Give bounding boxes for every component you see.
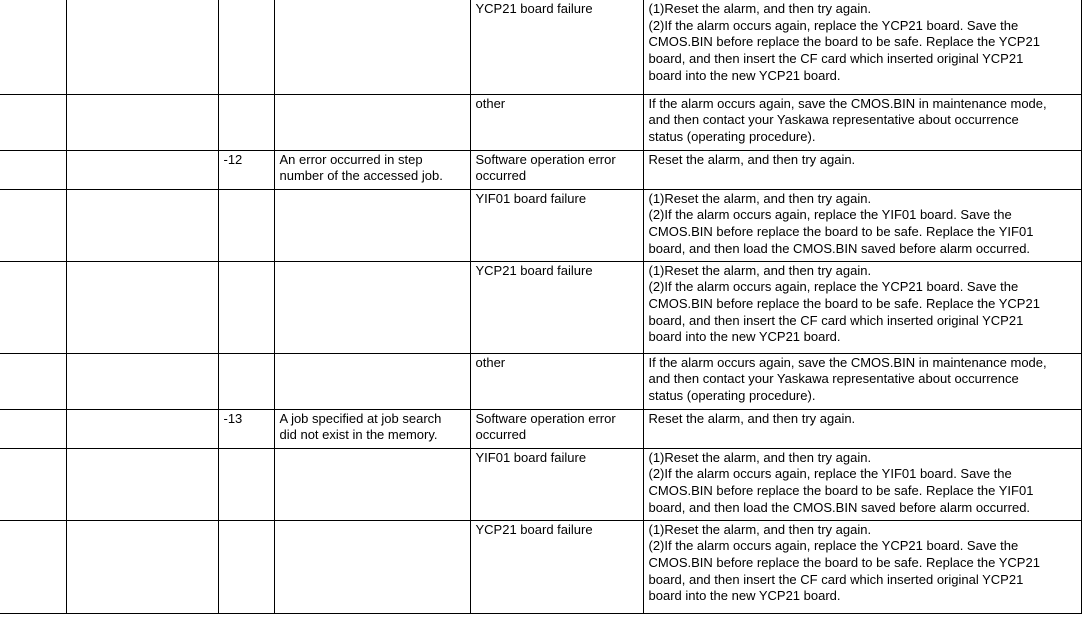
cause-cell — [470, 0, 643, 94]
cause-cell — [470, 189, 643, 261]
sub-code-cell — [218, 409, 274, 448]
remedy-line: CMOS.BIN before replace the board to be safe. Replace the YCP21 — [648, 34, 1040, 50]
remedy-line: If the alarm occurs again, save the CMOS.BIN in maintenance mode, — [648, 95, 1047, 111]
remedy-line: (1)Reset the alarm, and then try again. — [648, 190, 872, 206]
remedy-line: If the alarm occurs again, save the CMOS.BIN in maintenance mode, — [648, 354, 1047, 370]
cause-line: YCP21 board failure — [475, 1, 593, 16]
remedy-cell — [643, 448, 1081, 520]
remedy-cell — [643, 520, 1081, 613]
remedy-line: board, and then load the CMOS.BIN saved before alarm occurred. — [648, 499, 1031, 515]
cell-blank-b — [66, 448, 218, 520]
remedy-line: board into the new YCP21 board. — [648, 67, 841, 83]
meaning-cell — [274, 520, 470, 613]
cell-blank-b — [66, 261, 218, 353]
remedy-line: Reset the alarm, and then try again. — [648, 151, 856, 167]
remedy-line: board, and then insert the CF card which inserted original YCP21 — [648, 312, 1024, 328]
cell-blank-a — [0, 520, 66, 613]
cell-blank-a — [0, 150, 66, 189]
meaning-cell — [274, 150, 470, 189]
remedy-line: (2)If the alarm occurs again, replace the YCP21 board. Save the — [648, 279, 1019, 295]
remedy-line: board, and then load the CMOS.BIN saved before alarm occurred. — [648, 240, 1031, 256]
cell-blank-b — [66, 150, 218, 189]
cause-cell — [470, 409, 643, 448]
remedy-line: (2)If the alarm occurs again, replace the YIF01 board. Save the — [648, 207, 1012, 223]
cell-blank-b — [66, 189, 218, 261]
remedy-line: CMOS.BIN before replace the board to be safe. Replace the YIF01 — [648, 223, 1034, 239]
cause-line: Software operation error — [475, 410, 616, 426]
meaning-cell — [274, 94, 470, 150]
cause-line: other — [475, 95, 506, 111]
cause-line: Software operation error — [475, 151, 616, 167]
meaning-line: An error occurred in step — [279, 151, 423, 167]
remedy-cell — [643, 94, 1081, 150]
table-row — [0, 0, 1081, 94]
cell-blank-b — [66, 353, 218, 409]
cause-line: other — [475, 354, 506, 370]
cause-cell — [470, 261, 643, 353]
cell-blank-b — [66, 94, 218, 150]
sub-code-cell — [218, 150, 274, 189]
remedy-line: board into the new YCP21 board. — [648, 329, 841, 345]
cell-blank-b — [66, 409, 218, 448]
meaning-cell — [274, 448, 470, 520]
remedy-cell — [643, 150, 1081, 189]
remedy-line: (1)Reset the alarm, and then try again. — [648, 1, 872, 16]
remedy-line: status (operating procedure). — [648, 128, 816, 144]
meaning-line: A job specified at job search — [279, 410, 442, 426]
cell-blank-b — [66, 520, 218, 613]
remedy-cell — [643, 0, 1081, 94]
table-row — [0, 353, 1081, 409]
meaning-cell — [274, 189, 470, 261]
remedy-line: CMOS.BIN before replace the board to be safe. Replace the YIF01 — [648, 482, 1034, 498]
meaning-cell — [274, 0, 470, 94]
cause-cell — [470, 150, 643, 189]
sub-code-cell — [218, 448, 274, 520]
remedy-cell — [643, 261, 1081, 353]
remedy-line: board, and then insert the CF card which inserted original YCP21 — [648, 51, 1024, 67]
remedy-line: (1)Reset the alarm, and then try again. — [648, 449, 872, 465]
remedy-line: (1)Reset the alarm, and then try again. — [648, 262, 872, 278]
remedy-cell — [643, 189, 1081, 261]
cell-blank-a — [0, 189, 66, 261]
cause-line: YCP21 board failure — [475, 262, 593, 278]
remedy-cell — [643, 409, 1081, 448]
cause-cell — [470, 353, 643, 409]
cause-line: occurred — [475, 427, 527, 443]
table-row — [0, 448, 1081, 520]
table-row — [0, 94, 1081, 150]
sub-code-cell — [218, 353, 274, 409]
cell-blank-a — [0, 0, 66, 94]
remedy-line: and then contact your Yaskawa representative about occurrence — [648, 371, 1019, 387]
cell-blank-b — [66, 0, 218, 94]
table-row — [0, 409, 1081, 448]
sub-code-cell — [218, 94, 274, 150]
table-row — [0, 189, 1081, 261]
cell-blank-a — [0, 261, 66, 353]
sub-code-cell — [218, 520, 274, 613]
sub-code: -13 — [223, 410, 243, 426]
meaning-line: number of the accessed job. — [279, 168, 443, 184]
meaning-line: did not exist in the memory. — [279, 427, 438, 443]
remedy-line: (2)If the alarm occurs again, replace the YIF01 board. Save the — [648, 466, 1012, 482]
remedy-line: CMOS.BIN before replace the board to be safe. Replace the YCP21 — [648, 295, 1040, 311]
cause-line: occurred — [475, 168, 527, 184]
cause-cell — [470, 520, 643, 613]
table-row — [0, 261, 1081, 353]
remedy-line: Reset the alarm, and then try again. — [648, 410, 856, 426]
sub-code: -12 — [223, 151, 243, 167]
remedy-cell — [643, 353, 1081, 409]
cell-blank-a — [0, 353, 66, 409]
remedy-line: CMOS.BIN before replace the board to be safe. Replace the YCP21 — [648, 554, 1040, 570]
cause-line: YIF01 board failure — [475, 449, 587, 465]
remedy-line: status (operating procedure). — [648, 387, 816, 403]
remedy-line: (2)If the alarm occurs again, replace the YCP21 board. Save the — [648, 538, 1019, 554]
remedy-line: and then contact your Yaskawa representative about occurrence — [648, 112, 1019, 128]
cause-cell — [470, 94, 643, 150]
meaning-cell — [274, 353, 470, 409]
sub-code-cell — [218, 261, 274, 353]
cell-blank-a — [0, 409, 66, 448]
sub-code-cell — [218, 189, 274, 261]
meaning-cell — [274, 261, 470, 353]
remedy-line: board, and then insert the CF card which inserted original YCP21 — [648, 571, 1024, 587]
cause-line: YIF01 board failure — [475, 190, 587, 206]
remedy-line: (1)Reset the alarm, and then try again. — [648, 521, 872, 537]
cause-line: YCP21 board failure — [475, 521, 593, 537]
sub-code-cell — [218, 0, 274, 94]
remedy-line: (2)If the alarm occurs again, replace the YCP21 board. Save the — [648, 17, 1019, 33]
cell-blank-a — [0, 448, 66, 520]
cause-cell — [470, 448, 643, 520]
cell-blank-a — [0, 94, 66, 150]
meaning-cell — [274, 409, 470, 448]
remedy-line: board into the new YCP21 board. — [648, 588, 841, 604]
table-row — [0, 150, 1081, 189]
table-row — [0, 520, 1081, 613]
